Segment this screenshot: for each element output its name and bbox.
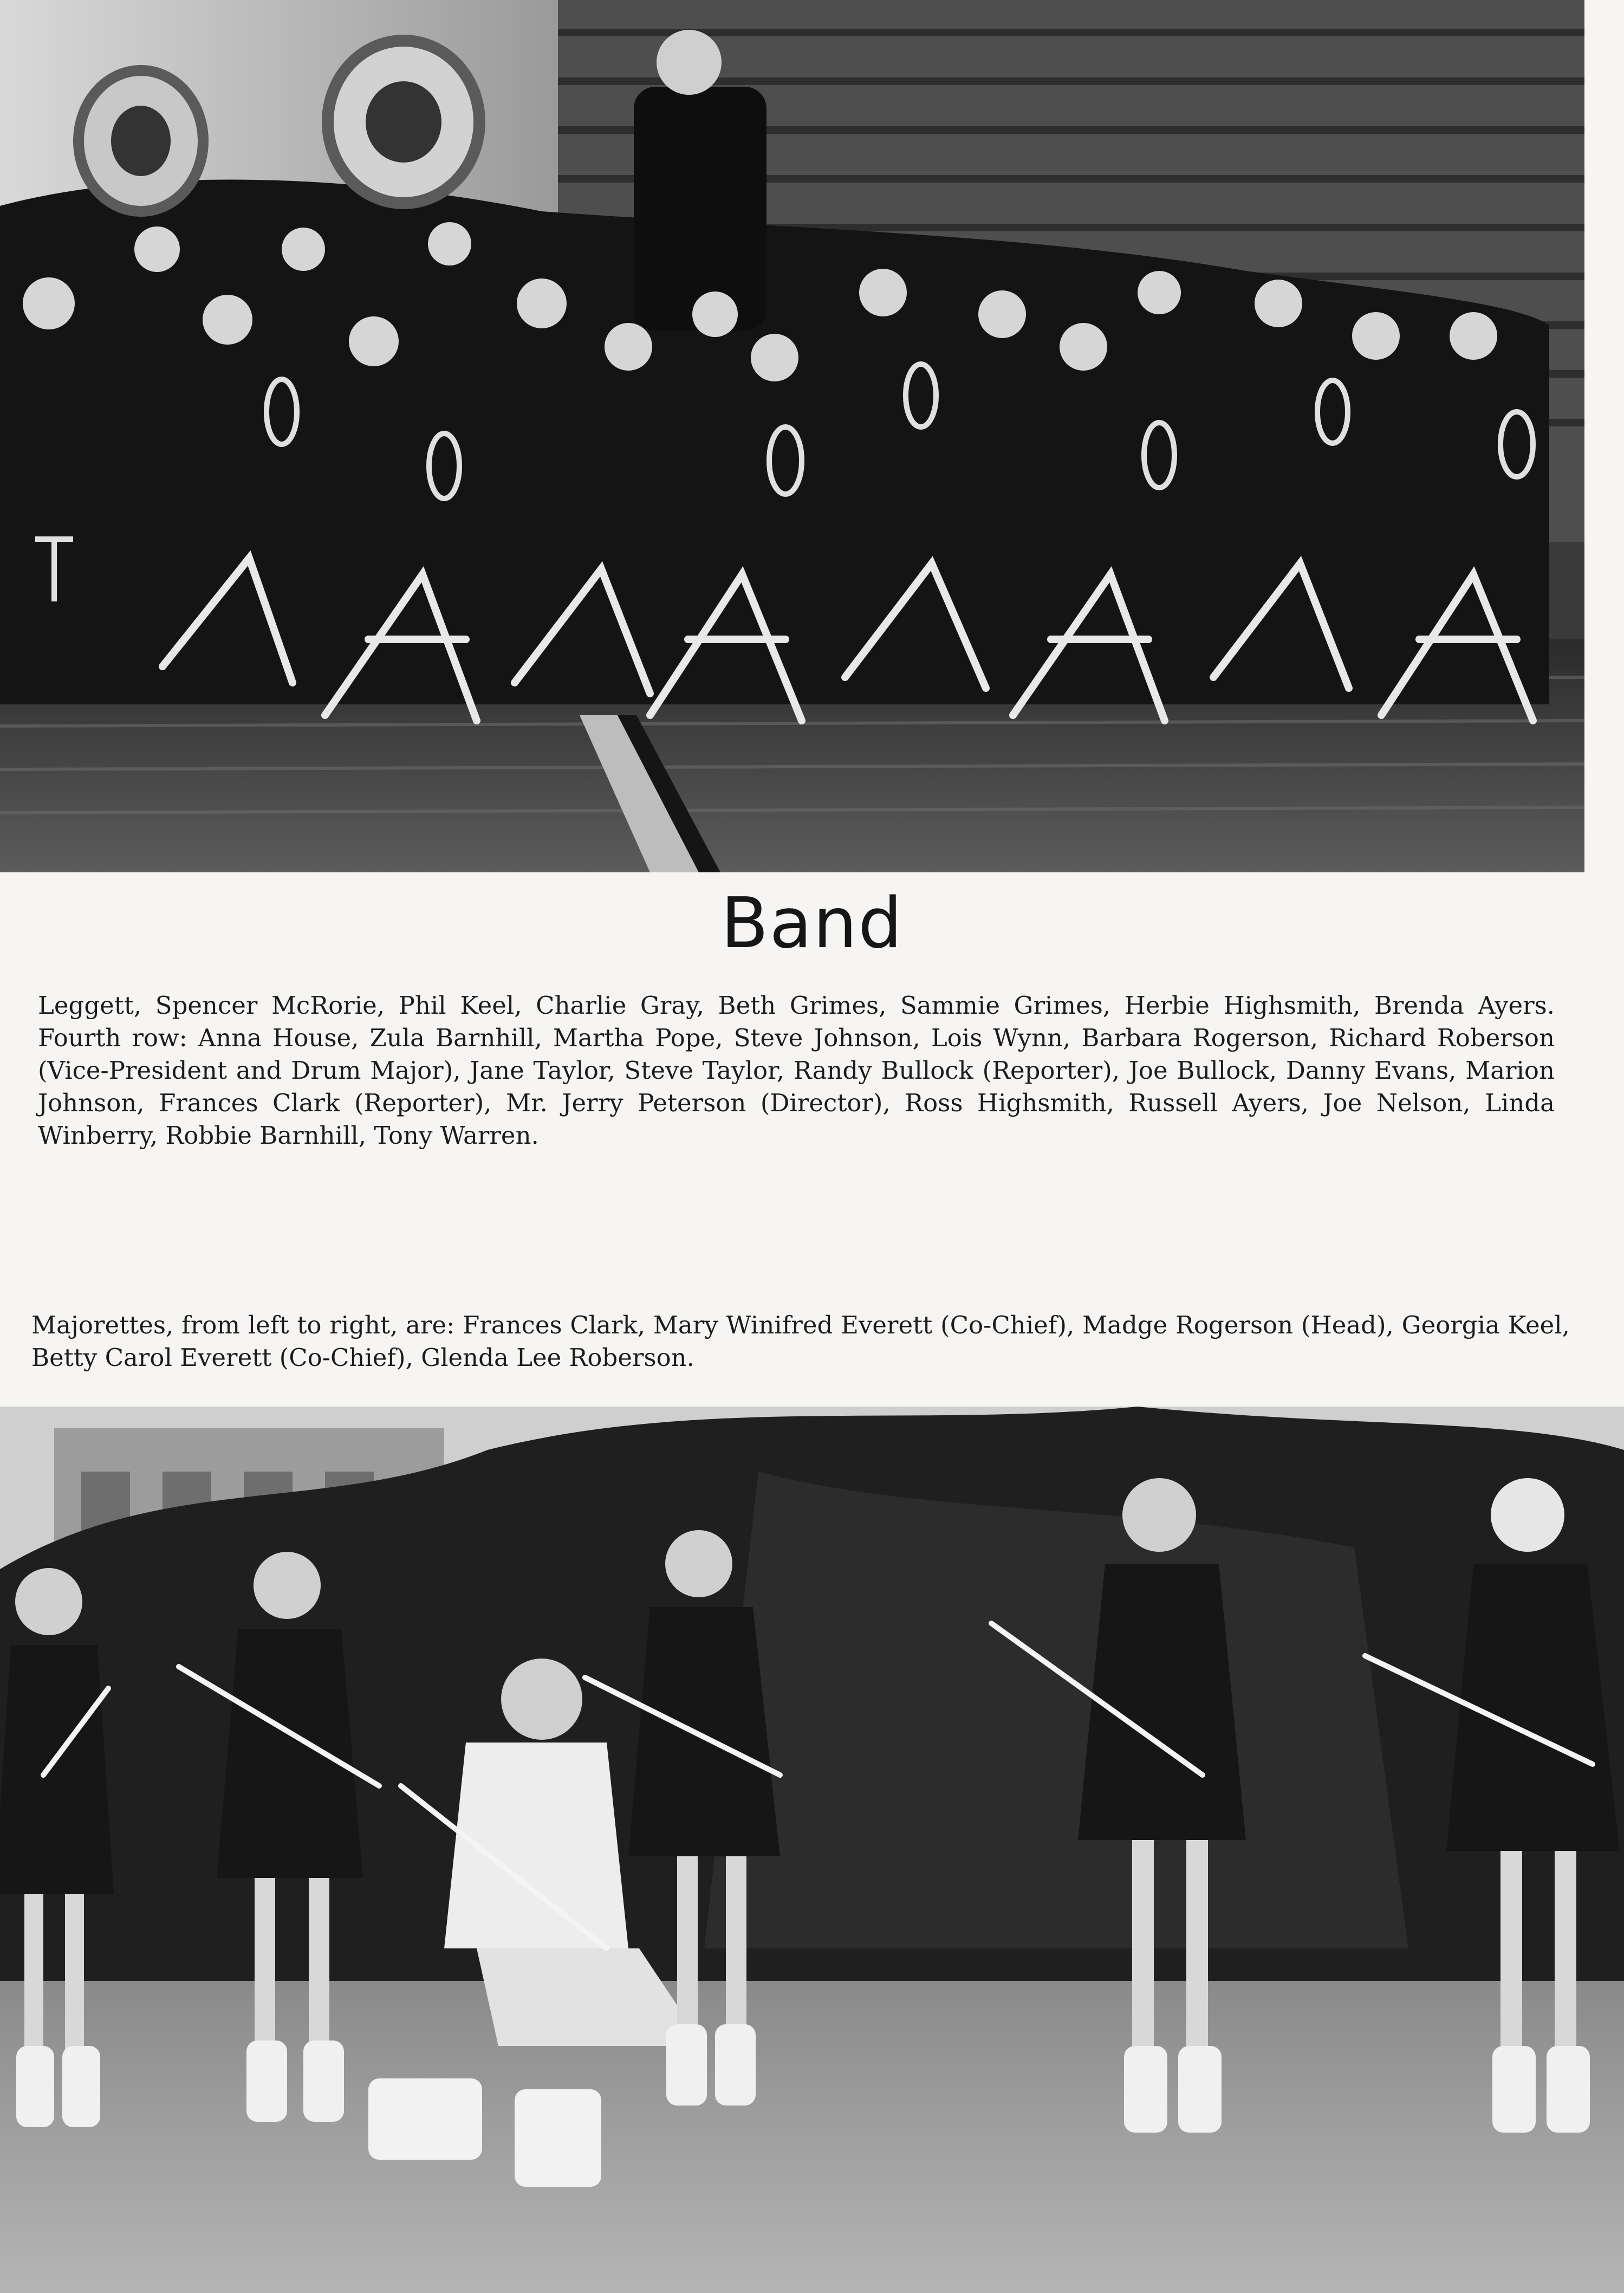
majorettes-photo [0,1407,1624,2293]
page-title: Band [720,883,904,964]
majorettes-caption: Majorettes, from left to right, are: Frances Clark, Mary Winifred Everett (Co-Chief), Madge Rogerson (Head), Georgia Keel, Betty Carol Everett (Co-Chief), Glenda Lee Roberson. [31,1311,1570,1372]
band-caption: Leggett, Spencer McRorie, Phil Keel, Charlie Gray, Beth Grimes, Sammie Grimes, Herbie Highsmith, Brenda Ayers. Fourth row: Anna House, Zula Barnhill, Martha Pope, Steve Johnson, Lois Wynn, Barbara Rogerson, Richard Roberson (Vice-President and Drum Major), Jane Taylor, Steve Taylor, Randy Bullock (Reporter), Joe Bullock, Danny Evans, Marion Johnson, Frances Clark (Reporter), Mr. Jerry Peterson (Director), Ross Highsmith, Russell Ayers, Joe Nelson, Linda Winberry, Robbie Barnhill, Tony Warren. [38,991,1555,1150]
band-photo [0,0,1584,872]
